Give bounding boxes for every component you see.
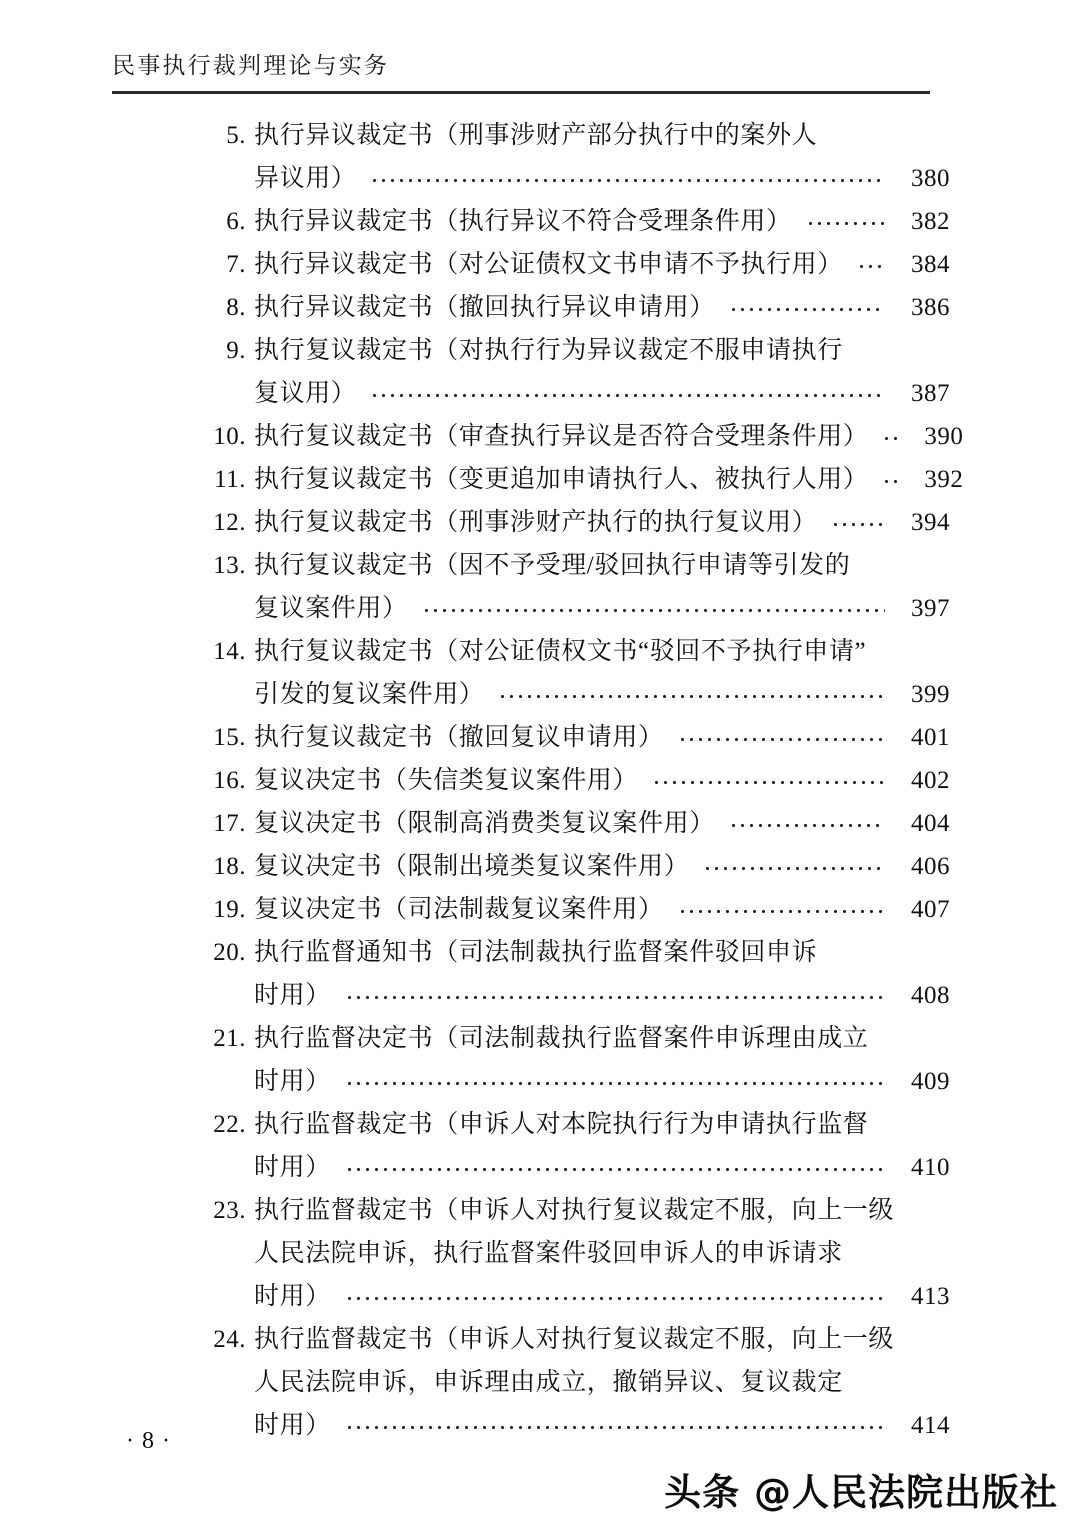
toc-entry-line-continuation (0, 1154, 1080, 1197)
toc-entry-number: 23. (213, 1197, 246, 1224)
toc-entry-title: 复议决定书（限制高消费类复议案件用） (254, 810, 715, 837)
toc-entry-title: 人民法院申诉，申诉理由成立，撤销异议、复议裁定 (254, 1369, 843, 1396)
toc-entry[interactable] (0, 509, 1080, 552)
toc-entry[interactable] (0, 423, 1080, 466)
toc-entry-title: 执行复议裁定书（刑事涉财产执行的执行复议用） (254, 509, 818, 536)
toc-entry-line-first (0, 509, 1080, 552)
toc-entry-title: 执行异议裁定书（对公证债权文书申请不予执行用） (254, 251, 843, 278)
toc-entry[interactable] (0, 939, 1080, 1025)
toc-entry-line-continuation (0, 1369, 1080, 1412)
toc-entry[interactable] (0, 896, 1080, 939)
toc-entry-line-first (0, 337, 1080, 380)
toc-dot-leader (652, 772, 885, 788)
toc-entry-title: 执行监督决定书（司法制裁执行监督案件申诉理由成立 (254, 1025, 869, 1052)
toc-entry-number: 20. (213, 939, 246, 966)
toc-entry-title: 人民法院申诉，执行监督案件驳回申诉人的申诉请求 (254, 1240, 843, 1267)
toc-dot-leader (882, 428, 898, 444)
toc-entry-line-first (0, 251, 1080, 294)
table-of-contents (0, 122, 1080, 1455)
toc-entry-line-first (0, 552, 1080, 595)
running-head-title: 民事执行裁判理论与实务 (112, 53, 390, 78)
toc-dot-leader (857, 256, 885, 272)
toc-entry-page-number: 397 (911, 595, 950, 622)
toc-entry[interactable] (0, 1197, 1080, 1326)
toc-dot-leader (345, 1159, 885, 1175)
toc-entry-number: 9. (226, 337, 246, 364)
toc-entry-title: 执行复议裁定书（因不予受理/驳回执行申请等引发的 (254, 552, 851, 579)
toc-entry[interactable] (0, 251, 1080, 294)
toc-entry-title: 复议决定书（限制出境类复议案件用） (254, 853, 690, 880)
toc-entry-number: 21. (213, 1025, 246, 1052)
toc-entry-line-continuation (0, 681, 1080, 724)
toc-entry[interactable] (0, 767, 1080, 810)
toc-entry[interactable] (0, 1025, 1080, 1111)
toc-dot-leader (345, 1288, 885, 1304)
toc-entry-title: 复议用） (254, 380, 357, 407)
toc-entry-title: 执行异议裁定书（执行异议不符合受理条件用） (254, 208, 792, 235)
toc-entry-line-first (0, 853, 1080, 896)
toc-entry[interactable] (0, 294, 1080, 337)
toc-entry[interactable] (0, 853, 1080, 896)
toc-dot-leader (422, 600, 885, 616)
toc-entry-page-number: 380 (911, 165, 950, 192)
toc-entry-number: 11. (214, 466, 246, 493)
toc-entry-line-first (0, 423, 1080, 466)
toc-entry-line-first (0, 767, 1080, 810)
toc-entry-number: 22. (213, 1111, 246, 1138)
toc-entry[interactable] (0, 638, 1080, 724)
toc-entry-page-number: 394 (911, 509, 950, 536)
toc-entry-title: 时用） (254, 982, 331, 1009)
toc-entry-line-first (0, 939, 1080, 982)
toc-entry-title: 执行监督裁定书（申诉人对执行复议裁定不服，向上一级 (254, 1197, 895, 1224)
toc-entry[interactable] (0, 337, 1080, 423)
toc-dot-leader (882, 471, 898, 487)
toc-entry-number: 24. (213, 1326, 246, 1353)
toc-entry-page-number: 384 (911, 251, 950, 278)
toc-entry[interactable] (0, 724, 1080, 767)
toc-entry-line-first (0, 122, 1080, 165)
toc-entry-line-first (0, 1111, 1080, 1154)
toc-entry-page-number: 392 (924, 466, 964, 493)
toc-entry-title: 复议决定书（司法制裁复议案件用） (254, 896, 664, 923)
toc-entry-number: 19. (213, 896, 246, 923)
toc-entry-line-first (0, 724, 1080, 767)
toc-entry-page-number: 399 (911, 681, 950, 708)
toc-dot-leader (806, 213, 885, 229)
toc-entry-title: 时用） (254, 1412, 331, 1439)
toc-entry-title: 复议案件用） (254, 595, 408, 622)
toc-entry-page-number: 401 (911, 724, 950, 751)
toc-entry-line-first (0, 466, 1080, 509)
toc-entry-title: 引发的复议案件用） (254, 681, 485, 708)
toc-dot-leader (345, 1417, 885, 1433)
header-rule-divider (112, 91, 930, 94)
toc-entry-page-number: 382 (911, 208, 950, 235)
toc-entry-title: 执行监督裁定书（申诉人对执行复议裁定不服，向上一级 (254, 1326, 895, 1353)
toc-entry-number: 8. (226, 294, 246, 321)
toc-entry-line-continuation (0, 380, 1080, 423)
toc-dot-leader (703, 858, 885, 874)
toc-entry-title: 执行复议裁定书（对公证债权文书“驳回不予执行申请” (254, 638, 867, 665)
toc-dot-leader (729, 299, 885, 315)
toc-entry-title: 执行复议裁定书（变更追加申请执行人、被执行人用） (254, 466, 869, 493)
toc-entry[interactable] (0, 466, 1080, 509)
toc-entry-line-first (0, 896, 1080, 939)
toc-entry-page-number: 402 (911, 767, 950, 794)
toc-entry-line-continuation (0, 595, 1080, 638)
toc-dot-leader (729, 815, 885, 831)
toc-entry-line-first (0, 208, 1080, 251)
toc-entry-title: 异议用） (254, 165, 357, 192)
toc-entry-page-number: 407 (911, 896, 950, 923)
toc-entry-number: 16. (213, 767, 246, 794)
toc-entry[interactable] (0, 810, 1080, 853)
publisher-watermark: 头条 @人民法院出版社 (664, 1471, 1058, 1514)
toc-entry-title: 时用） (254, 1283, 331, 1310)
toc-entry-line-continuation (0, 1240, 1080, 1283)
toc-entry-number: 5. (226, 122, 246, 149)
toc-entry-title: 执行异议裁定书（撤回执行异议申请用） (254, 294, 715, 321)
toc-entry-page-number: 387 (911, 380, 950, 407)
toc-entry[interactable] (0, 122, 1080, 208)
toc-entry-number: 18. (213, 853, 246, 880)
toc-entry[interactable] (0, 552, 1080, 638)
toc-entry-page-number: 413 (911, 1283, 950, 1310)
toc-entry-number: 10. (213, 423, 246, 450)
toc-entry-line-first (0, 294, 1080, 337)
toc-entry-number: 14. (213, 638, 246, 665)
toc-entry-title: 执行复议裁定书（对执行行为异议裁定不服申请执行 (254, 337, 843, 364)
toc-entry-title: 执行复议裁定书（撤回复议申请用） (254, 724, 664, 751)
toc-entry-title: 时用） (254, 1154, 331, 1181)
toc-entry-line-first (0, 1197, 1080, 1240)
toc-dot-leader (678, 901, 885, 917)
toc-entry-line-continuation (0, 165, 1080, 208)
toc-dot-leader (345, 1073, 885, 1089)
toc-dot-leader (831, 514, 885, 530)
toc-dot-leader (370, 385, 885, 401)
toc-entry-number: 7. (226, 251, 246, 278)
toc-entry-line-first (0, 1326, 1080, 1369)
toc-entry-page-number: 406 (911, 853, 950, 880)
toc-entry-number: 15. (213, 724, 246, 751)
toc-entry-number: 13. (213, 552, 246, 579)
toc-entry-page-number: 386 (911, 294, 950, 321)
toc-entry-title: 执行监督通知书（司法制裁执行监督案件驳回申诉 (254, 939, 818, 966)
toc-entry-page-number: 409 (911, 1068, 950, 1095)
page-running-head (112, 52, 930, 94)
toc-entry-title: 执行异议裁定书（刑事涉财产部分执行中的案外人 (254, 122, 818, 149)
toc-entry-page-number: 390 (924, 423, 964, 450)
toc-dot-leader (345, 987, 885, 1003)
toc-entry[interactable] (0, 208, 1080, 251)
toc-entry-title: 执行复议裁定书（审查执行异议是否符合受理条件用） (254, 423, 869, 450)
toc-entry-title: 复议决定书（失信类复议案件用） (254, 767, 639, 794)
toc-entry[interactable] (0, 1111, 1080, 1197)
toc-dot-leader (678, 729, 885, 745)
toc-entry-line-first (0, 638, 1080, 681)
toc-entry-line-continuation (0, 1068, 1080, 1111)
toc-entry-number: 17. (213, 810, 246, 837)
toc-entry-title: 时用） (254, 1068, 331, 1095)
toc-dot-leader (498, 686, 885, 702)
toc-entry-line-continuation (0, 982, 1080, 1025)
toc-entry-page-number: 404 (911, 810, 950, 837)
toc-dot-leader (370, 170, 885, 186)
toc-entry-number: 12. (213, 509, 246, 536)
toc-entry-line-continuation (0, 1283, 1080, 1326)
toc-entry-number: 6. (226, 208, 246, 235)
toc-entry-page-number: 410 (911, 1154, 950, 1181)
page-folio-number: · 8 · (126, 1428, 171, 1454)
toc-entry-page-number: 414 (911, 1412, 950, 1439)
toc-entry-line-first (0, 810, 1080, 853)
toc-entry-page-number: 408 (911, 982, 950, 1009)
toc-entry-title: 执行监督裁定书（申诉人对本院执行行为申请执行监督 (254, 1111, 869, 1138)
toc-entry-line-first (0, 1025, 1080, 1068)
